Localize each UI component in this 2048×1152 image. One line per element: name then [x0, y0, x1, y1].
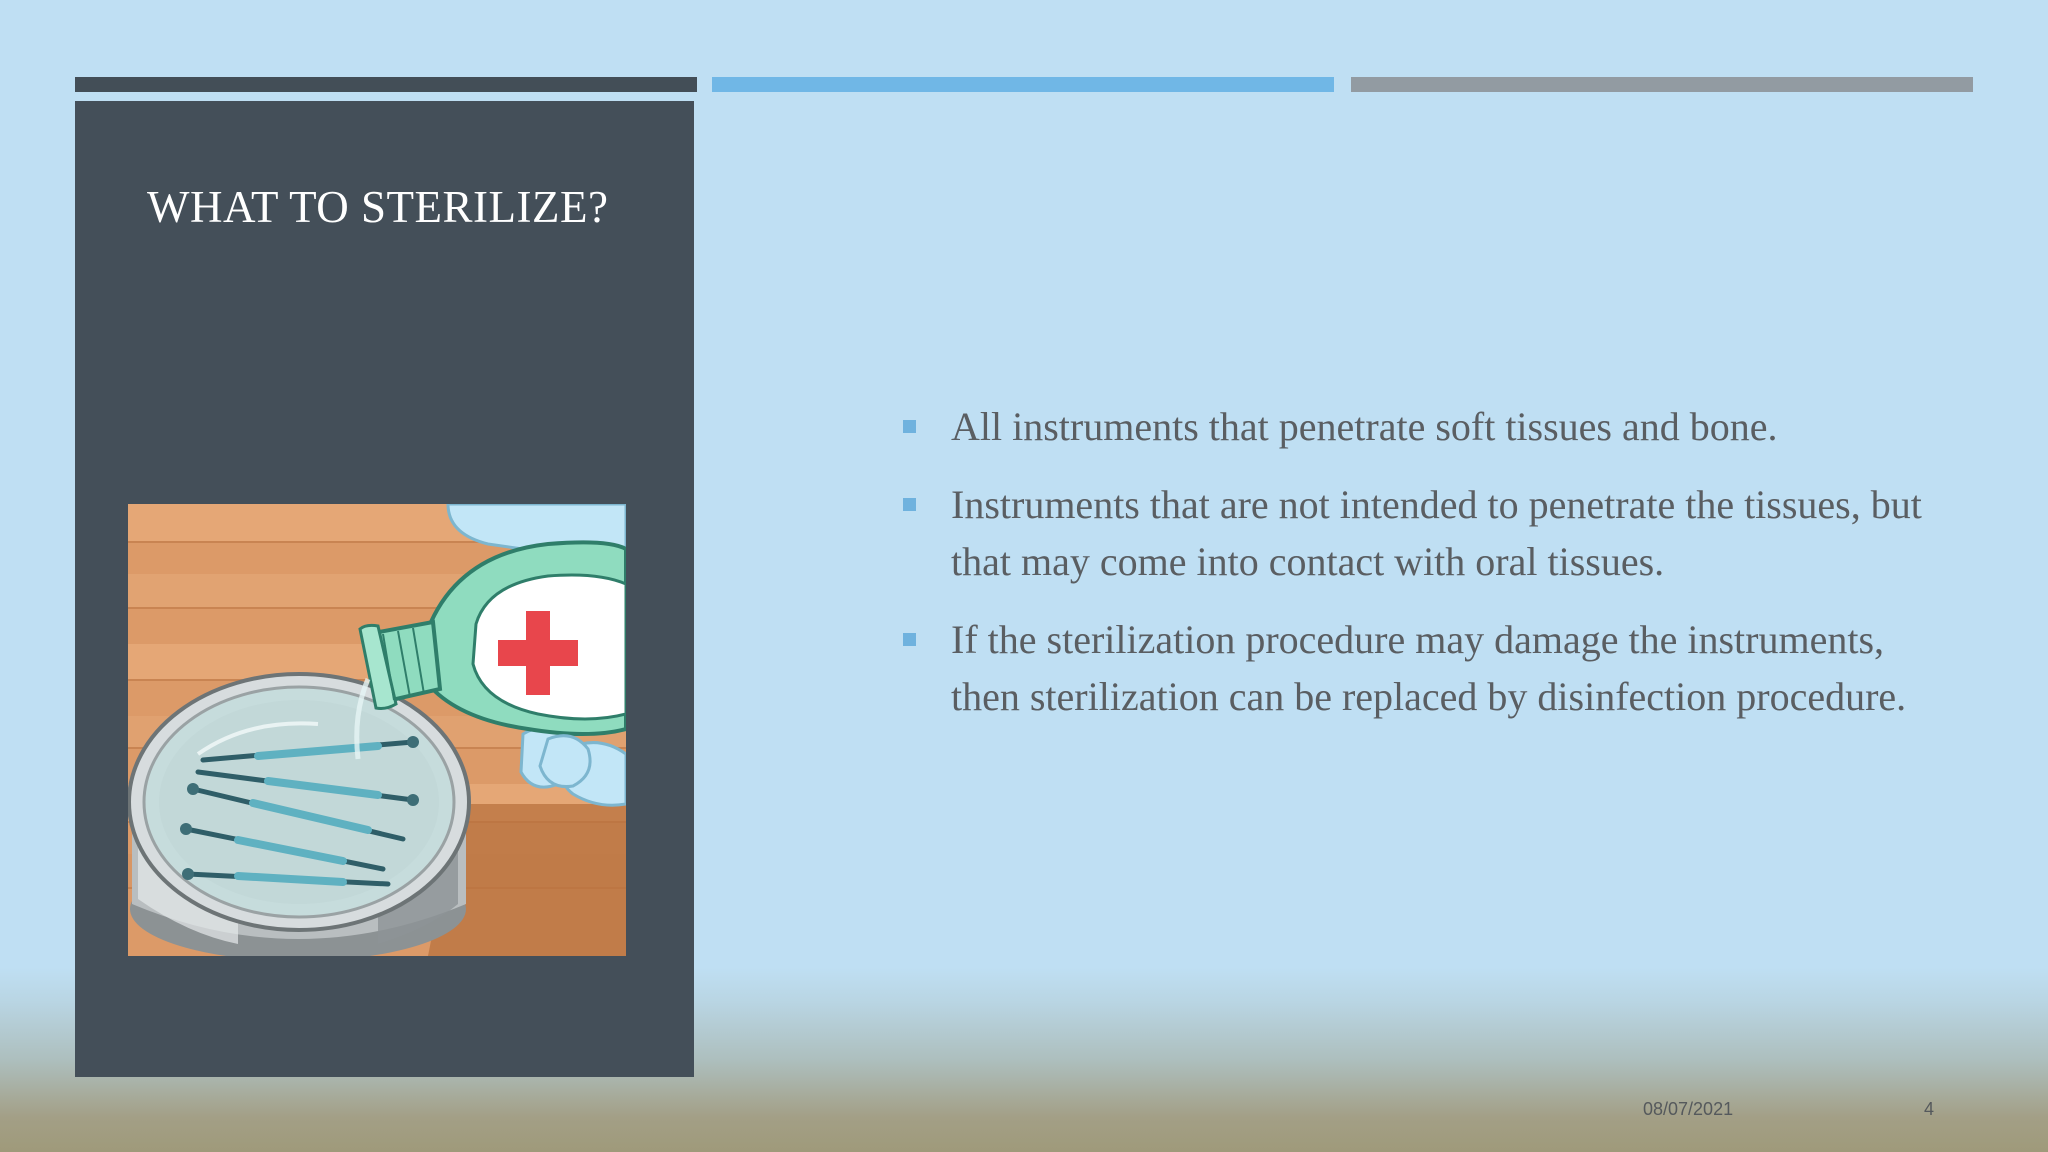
title-panel	[75, 101, 694, 1077]
footer-date: 08/07/2021	[1643, 1099, 1734, 1119]
top-accent-bar-blue	[712, 77, 1334, 92]
slide-number: 4	[1924, 1099, 1935, 1119]
bullet-text: If the sterilization procedure may damage the instruments, then sterilization can be replaced by disinfection procedure.	[951, 617, 1907, 719]
top-accent-bar-dark	[75, 77, 697, 92]
bullet-text: All instruments that penetrate soft tissues and bone.	[951, 404, 1778, 449]
top-accent-bar-gray	[1351, 77, 1973, 92]
bullet-item	[900, 476, 1960, 590]
square-bullet-icon	[903, 498, 916, 511]
bullet-item	[900, 611, 1960, 725]
bullet-text: Instruments that are not intended to penetrate the tissues, but that may come into contact with oral tissues.	[951, 482, 1922, 584]
disinfectant-illustration-icon	[128, 504, 626, 956]
square-bullet-icon	[903, 420, 916, 433]
bullet-list	[900, 398, 1960, 746]
bullet-item	[900, 398, 1960, 455]
slide-title: WHAT TO STERILIZE?	[147, 182, 609, 232]
square-bullet-icon	[903, 633, 916, 646]
